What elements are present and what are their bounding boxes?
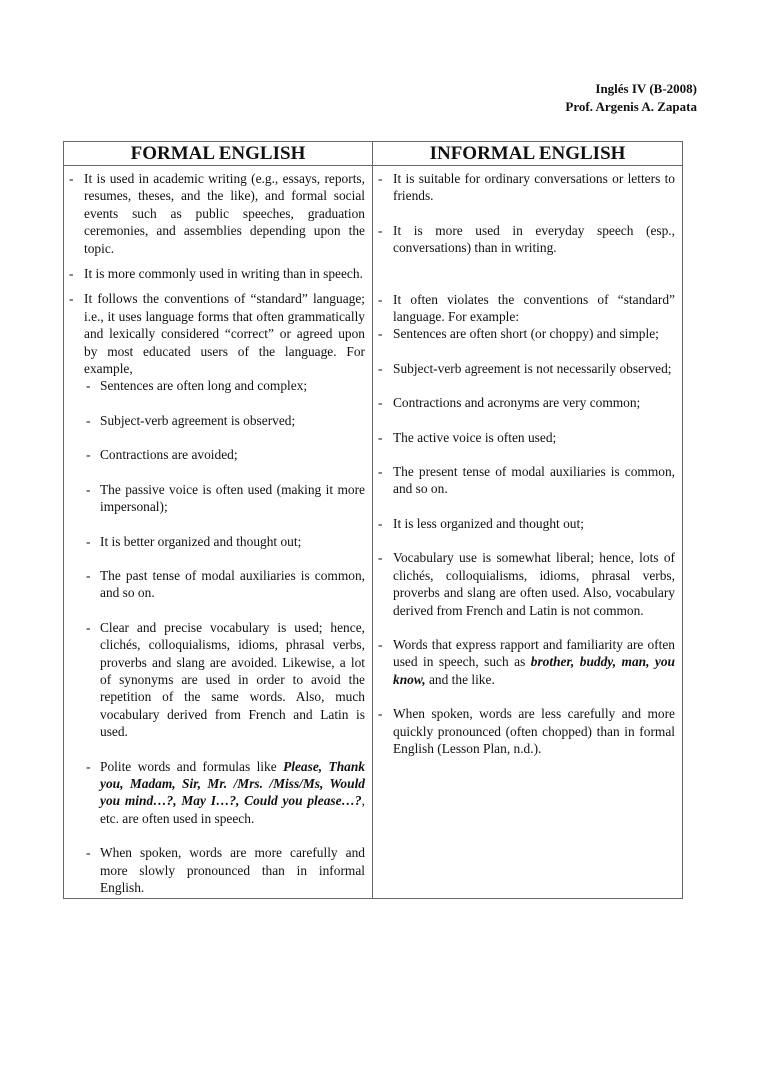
informal-english-heading: INFORMAL ENGLISH — [373, 142, 683, 166]
professor-name: Prof. Argenis A. Zapata — [565, 99, 697, 114]
informal-point: - It is suitable for ordinary conversations or letters to friends. — [378, 171, 675, 204]
informal-point: - Vocabulary use is somewhat liberal; hence, lots of clichés, colloquialisms, idioms, phrasal verbs, proverbs and slang are often used. Also, vocabulary derived from French and Latin is not common. — [378, 550, 675, 618]
formal-subpoint: - When spoken, words are more carefully and more slowly pronounced than in informal English. — [86, 845, 365, 895]
formal-subpoint: - Contractions are avoided; — [86, 447, 238, 463]
course-title: Inglés IV (B-2008) — [595, 81, 697, 96]
formal-column — [64, 166, 373, 899]
informal-point: - Words that express rapport and familiarity are often used in speech, such as brother, buddy, man, you know, and the like. — [378, 636, 675, 687]
formal-english-heading: FORMAL ENGLISH — [64, 142, 373, 166]
informal-point: - Contractions and acronyms are very common; — [378, 395, 641, 411]
familiar-words: brother, buddy, man, you know, — [393, 654, 675, 687]
formal-point: - It follows the conventions of “standard” language; i.e., it uses language forms that often grammatically and lexically considered “correct” or agreed upon by most educated users of the language. For example, — [69, 291, 365, 377]
formal-subpoint: - Sentences are often long and complex; — [86, 378, 308, 394]
formal-point: - It is more commonly used in writing than in speech. — [69, 266, 363, 282]
polite-formulas: Please, Thank you, Madam, Sir, Mr. /Mrs. /Miss/Ms, Would you mind…?, May I…?, Could you please…? — [100, 758, 365, 809]
informal-point: - It often violates the conventions of “standard” language. For example: — [378, 291, 675, 325]
informal-point: - When spoken, words are less carefully and more quickly pronounced (often chopped) than in formal English (Lesson Plan, n.d.). — [378, 706, 675, 756]
table-header-row — [64, 142, 683, 166]
informal-point: - The active voice is often used; — [378, 429, 557, 445]
informal-point: - The present tense of modal auxiliaries is common, and so on. — [378, 464, 675, 497]
table-body-row — [64, 166, 683, 899]
informal-point: - It is more used in everyday speech (esp., conversations) than in writing. — [378, 222, 675, 256]
formal-subpoint: - Polite words and formulas like Please, Thank you, Madam, Sir, Mr. /Mrs. /Miss/Ms, Would you mind…?, May I…?, Could you please…?, etc. are often used in speech. — [86, 758, 365, 826]
formal-subpoint: - Clear and precise vocabulary is used; hence, clichés, colloquialisms, idioms, phrasal verbs, proverbs and slang are avoided. Likewise, a lot of synonyms are used in order to avoid the repetition of the same words. Also, much vocabulary derived from French and Latin is used. — [86, 619, 365, 740]
formal-point: - It is used in academic writing (e.g., essays, reports, resumes, theses, and the like), and formal social events such as public speeches, graduation ceremonies, and assemblies depending upon the topic. — [69, 171, 365, 256]
page-header — [565, 80, 697, 116]
informal-point: - It is less organized and thought out; — [378, 515, 584, 531]
formal-subpoint: - It is better organized and thought out; — [86, 533, 302, 549]
informal-column — [373, 166, 683, 899]
formal-subpoint: - Subject-verb agreement is observed; — [86, 412, 296, 428]
formal-subpoint: - The passive voice is often used (making it more impersonal); — [86, 481, 365, 515]
informal-point: - Sentences are often short (or choppy) and simple; — [378, 326, 659, 342]
informal-point: - Subject-verb agreement is not necessarily observed; — [378, 360, 672, 376]
formal-subpoint: - The past tense of modal auxiliaries is common, and so on. — [86, 567, 365, 601]
comparison-table — [63, 141, 683, 899]
